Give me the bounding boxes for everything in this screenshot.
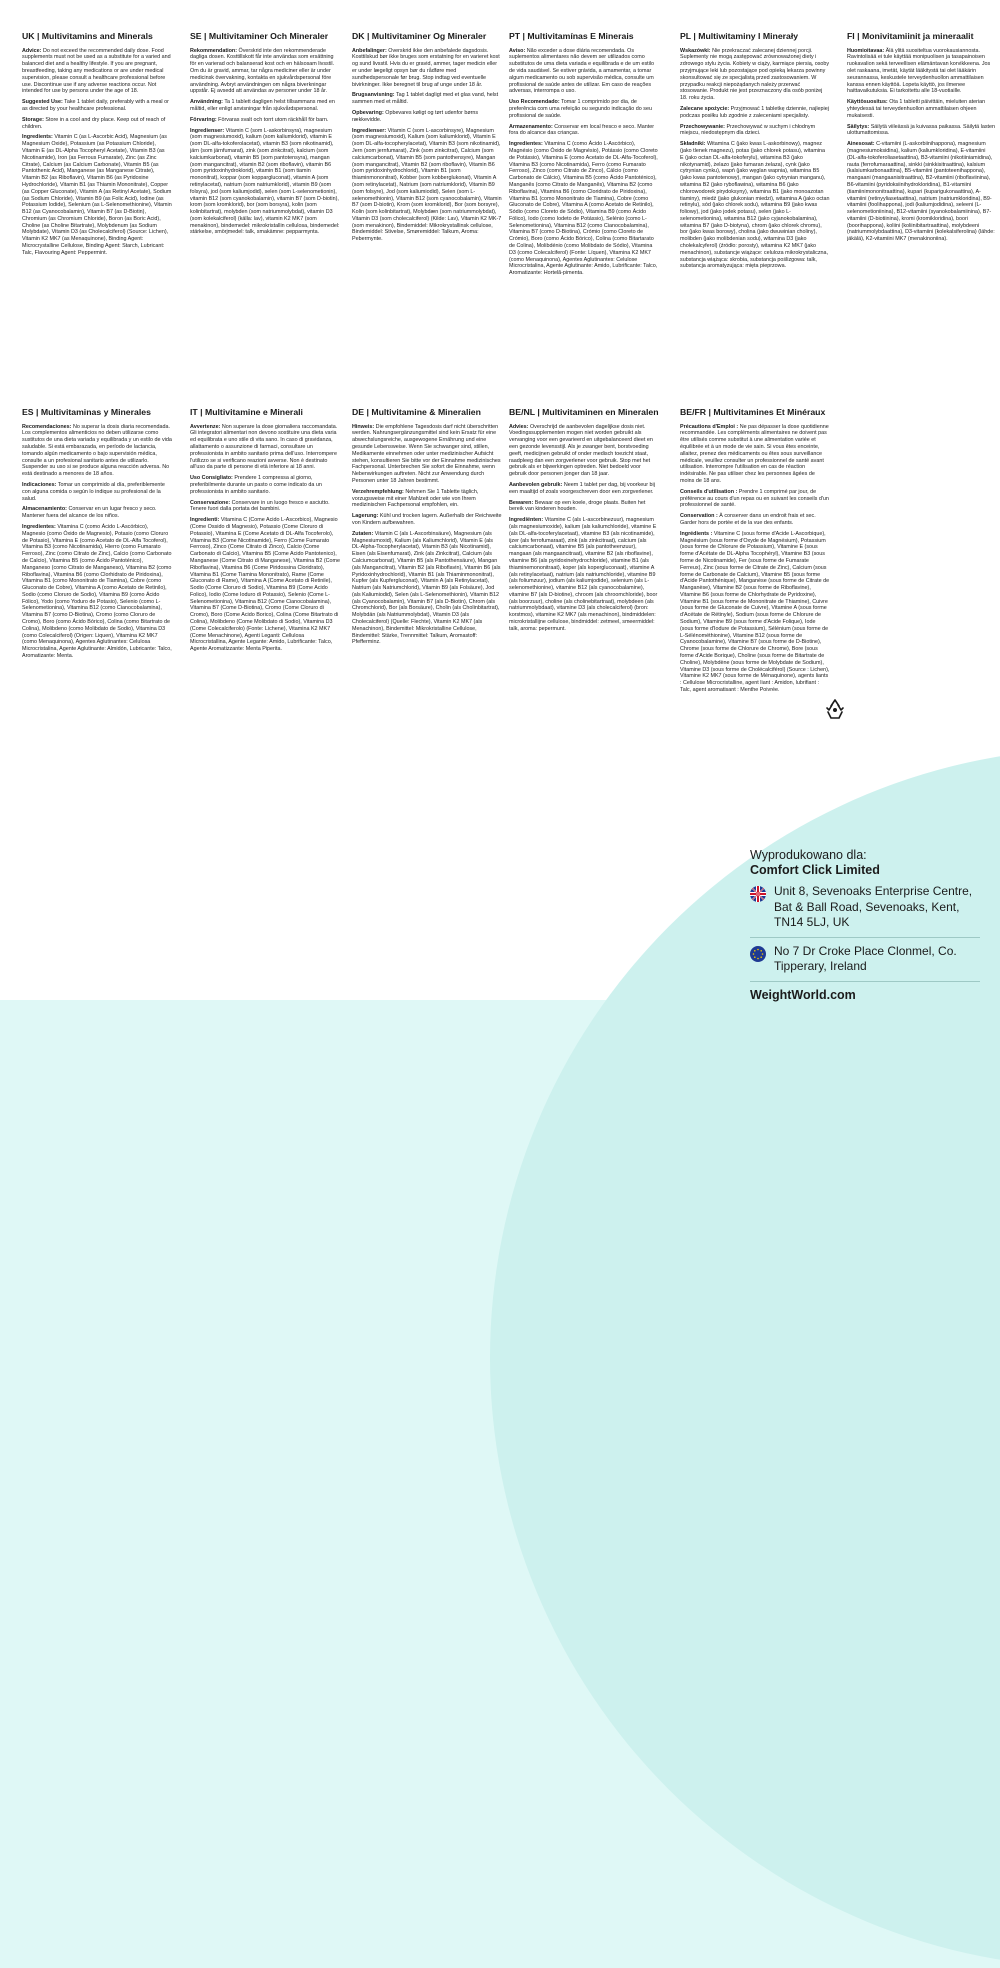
section-paragraph xyxy=(190,500,340,514)
paragraph-label: Składniki: xyxy=(680,141,706,148)
paragraph-text: Nehmen Sie 1 Tablette täglich, vorzugsweise mit einer Mahlzeit oder wie von Ihrem medizinischen Fachpersonal empfohlen, ein. xyxy=(352,488,479,509)
uk-flag-icon xyxy=(750,886,766,902)
section-paragraph xyxy=(22,424,172,478)
paragraph-text: Take 1 tablet daily, preferably with a meal or as directed by your healthcare professional. xyxy=(22,99,169,112)
paragraph-label: Ingredienser: xyxy=(352,127,387,134)
section-heading: DK | Multivitaminer Og Mineraler xyxy=(352,32,487,41)
paragraph-label: Conservation : xyxy=(680,513,718,520)
paragraph-label: Käyttösuositus: xyxy=(847,99,888,106)
section-paragraph xyxy=(190,517,340,653)
section-paragraph xyxy=(190,48,340,96)
section-heading: ES | Multivitaminas y Minerales xyxy=(22,408,151,417)
paragraph-label: Hinweis: xyxy=(352,423,375,430)
section-heading: IT | Multivitamine e Minerali xyxy=(190,408,303,417)
section-dk xyxy=(352,32,502,372)
section-paragraph xyxy=(680,124,830,138)
paragraph-label: Storage: xyxy=(22,116,44,123)
paragraph-label: Opbevaring: xyxy=(352,109,384,116)
section-paragraph xyxy=(680,531,830,694)
uk-address-row xyxy=(750,884,980,931)
section-paragraph xyxy=(352,424,502,485)
section-paragraph xyxy=(680,489,830,509)
paragraph-text: Vitamine C (sous forme d'Acide L-Ascorbique), Magnésium (sous forme d'Oxyde de Magnésium), Potassium (sous forme de Chlorure de Potassium), Vitamine E (sous forme d'Acétate de DL-Alpha Tocophéryl), Vitamine B3 (sous forme de Nicotinamide), Fer (sous forme de Fumarate Ferreux), Zinc (sous forme de Citrate de Zinc), Calcium (sous forme de Carbonate de Calcium), Vitamine B5 (sous forme d'Acide Pantothénique), Manganèse (sous forme de Citrate de Manganèse), Vitamine B2 (sous forme de Riboflavine), Vitamine B6 (sous forme de Chlorhydrate de Pyridoxine), Vitamine B1 (sous forme de Mononitrate de Thiamine), Cuivre (sous forme de Gluconate de Cuivre), Vitamine A (sous forme d'Acétate de Rétinyle), Sodium (sous forme de Chlorure de Sodium), Vitamine B9 (sous forme d'Acide Folique), Iode (sous forme d'Iodure de Potassium), Sélénium (sous forme de L-Sélénométhionine), Vitamine B12 (sous forme de Cyanocobalamine), Vitamine B7 (sous forme de D-Biotine), Chrome (sous forme de Chlorure de Chrome), Bore (sous forme d'Acide Borique), Choline (sous forme de Bitartrate de Choline), Molybdène (sous forme de Molybdate de Sodium), Vitamine D3 (sous forme de Cholécalciférol) (Source : Lichen), Vitamine K2 MK7 (sous forme de Ménaquinone), agents liants : Cellulose Microcristalline, agent liant : Amidon, lubrifiant : Talc, agent aromatisant : Menthe Poivrée. xyxy=(680,530,830,694)
section-paragraph xyxy=(22,524,172,660)
section-it xyxy=(190,408,340,760)
paragraph-text: Prendre 1 comprimé par jour, de préférence au cours d'un repas ou en suivant les conseils d'un professionnel de santé. xyxy=(680,488,829,509)
section-paragraph xyxy=(352,489,502,509)
paragraph-label: Ingredienser: xyxy=(190,127,225,134)
section-heading: FI | Monivitamiinit ja mineraalit xyxy=(847,32,974,41)
section-pt xyxy=(509,32,659,372)
section-heading: SE | Multivitaminer Och Mineraler xyxy=(190,32,329,41)
section-paragraph xyxy=(352,128,502,244)
section-paragraph xyxy=(22,134,172,256)
paragraph-text: Não exceder a dose diária recomendada. Os suplementos alimentares não devem ser utilizados como substitutos de uma dieta variada e equilibrada e de um estilo de vida saudável. Se estiver grávida, a amamentar, a tomar algum medicamento ou sob supervisão médica, consulte um profissional de saúde antes de utilizar. Em caso de reações adversas, interrompa o uso. xyxy=(509,47,655,95)
paragraph-text: Die empfohlene Tagesdosis darf nicht überschritten werden. Nahrungsergänzungsmittel sind kein Ersatz für eine abwechslungsreiche, ausgewogene Ernährung und eine gesunde Lebensweise. Wenn Sie schwanger sind, stillen, Medikamente einnehmen oder unter medizinischer Aufsicht stehen, konsultieren Sie bitte vor der Einnahme medizinisches Fachpersonal. Unterbrechen Sie sofort die Einnahme, wenn Nebenwirkungen auftreten. Nicht zur Anwendung durch Personen unter 18 Jahren bestimmt. xyxy=(352,423,501,484)
section-paragraph xyxy=(509,482,659,496)
manufacturer-block xyxy=(750,848,980,1003)
paragraph-label: Ingredientes: xyxy=(22,523,56,530)
section-paragraph xyxy=(680,48,830,102)
section-be-fr xyxy=(680,408,830,698)
paragraph-text: Overschrijd de aanbevolen dagelijkse dosis niet. Voedingssupplementen mogen niet worden gebruikt als vervanging voor een gevarieerd en uitgebalanceerd dieet en een gezonde levensstijl. Als je zwanger bent, borstvoeding geeft, medicijnen gebruikt of onder medisch toezicht staat, raadpleeg dan een zorgverlener voor gebruik. Stop met het gebruik als er bijwerkingen optreden. Niet bedoeld voor gebruik door personen jonger dan 18 jaar. xyxy=(509,423,653,478)
paragraph-text: No superar la dosis diaria recomendada. Los complementos alimenticios no deben utilizarse como sustitutos de una dieta variada y equilibrada y un estilo de vida saludable. Si está embarazada, en período de lactancia, tomando algún medicamento o bajo supervisión médica, consulte a un profesional sanitario antes de utilizarlo. Suspender su uso si se produce alguna reacción adversa. No está destinado a menores de 18 años. xyxy=(22,423,172,478)
section-paragraph xyxy=(352,92,502,106)
paragraph-text: Säilytä viileässä ja kuivassa paikassa. Säilytä lasten ulottumattomissa. xyxy=(847,123,996,137)
uk-address: Unit 8, Sevenoaks Enterprise Centre, Bat & Ball Road, Sevenoaks, Kent, TN14 5LJ, UK xyxy=(774,884,973,930)
paragraph-text: Prendere 1 compressa al giorno, preferibilmente durante un pasto o come indicato da un professionista in ambito sanitario. xyxy=(190,475,322,495)
section-paragraph xyxy=(352,48,502,89)
paragraph-label: Przechowywanie: xyxy=(680,123,725,130)
paragraph-text: Non superare la dose giornaliera raccomandata. Gli integratori alimentari non devono sostituire una dieta varia ed equilibrata e uno stile di vita sano. In caso di gravidanza, allattamento o assunzione di farmaci, consultare un professionista in ambito sanitario prima dell'uso. Interrompere l'utilizzo se si verificano reazioni avverse. Non è destinato all'uso da parte di persone di età inferiore ai 18 anni. xyxy=(190,423,338,471)
section-paragraph xyxy=(847,124,997,138)
section-paragraph xyxy=(22,482,172,502)
section-paragraph xyxy=(352,513,502,527)
section-paragraph xyxy=(509,124,659,138)
paragraph-text: Bewaar op een koele, droge plaats. Buiten het bereik van kinderen houden. xyxy=(509,499,646,513)
section-paragraph xyxy=(22,48,172,96)
paragraph-label: Verzehrempfehlung: xyxy=(352,488,404,495)
paragraph-label: Ingrediënten: xyxy=(509,517,544,524)
paragraph-text: Vitamin C (as L-Ascorbic Acid), Magnesium (as Magnesium Oxide), Potassium (as Potassium Chloride), Vitamin E (as DL-Alpha Tocopheryl Acetate), Vitamin B3 (as Nicotinamide), Iron (as Ferrous Fumarate), Zinc (as Zinc Citrate), Calcium (as Calcium Carbonate), Vitamin B5 (as Pantothenic Acid), Manganese (as Manganese Citrate), Vitamin B2 (as Riboflavin), Vitamin B6 (as Pyridoxine Hydrochloride), Vitamin B1 (as Thiamin Mononitrate), Copper (as Copper Gluconate), Vitamin A (as Retinyl Acetate), Sodium (as Sodium Chloride), Vitamin B9 (as Folic Acid), Iodine (as Potassium Iodide), Selenium (as L-Selenomethionine), Vitamin B12 (as Cyanocobalamin), Vitamin B7 (as D-Biotin), Chromium (as Chromium Chloride), Boron (as Boric Acid), Choline (as Choline Bitartrate), Molybdenum (as Sodium Molybdate), Vitamin D3 (as Cholecalciferol) (Source: Lichen), Vitamin K2 MK7 (as Menaquinone), Binding Agent: Microcrystalline Cellulose, Binding Agent: Starch, Lubricant: Talc, Flavouring Agent: Peppermint. xyxy=(22,134,172,256)
paragraph-label: Huomioitavaa: xyxy=(847,47,885,54)
paragraph-label: Förvaring: xyxy=(190,116,217,123)
paragraph-text: Witamina C (jako kwas L-askorbinowy), magnez (jako tlenek magnezu), potas (jako chlorek potasu), witamina E (jako octan DL-alfa-tokoferylu), witamina B3 (jako nikotynamid), żelazo (jako fumaran żelaza), cynk (jako cytrynian cynku), wapń (jako węglan wapnia), witamina B5 (jako kwas pantotenowy), mangan (jako cytrynian manganu), witamina B2 (jako ryboflawina), witamina B6 (jako chlorowodorek pirydoksyny), witamina B1 (jako monoazotan tiaminy), miedź (jako glukonian miedzi), witamina A (jako octan retinylu), sód (jako chlorek sodu), witamina B9 (jako kwas foliowy), jod (jako jodek potasu), selen (jako L-selenometionina), witamina B12 (jako cyjanokobalamina), witamina B7 (jako D-biotyna), chrom (jako chlorek chromu), bor (jako kwas borowy), cholina (jako dwuwinian choliny), molibden (jako molibdenian sodu), witamina D3 (jako cholekalcyferol) (źródło: porosty), witamina K2 MK7 (jako menachinon), substancje wiążące: celuloza mikrokrystaliczna, substancja wiążąca: skrobia, substancja poślizgowa: talk, substancja aromatyzująca: mięta pieprzowa. xyxy=(680,141,830,270)
paragraph-label: Aviso: xyxy=(509,47,526,54)
paragraph-text: Ta 1 tablett dagligen helst tillsammans med en måltid, eller enligt anvisningar från sjukvårdspersonal. xyxy=(190,99,335,112)
paragraph-label: Armazenamento: xyxy=(509,123,553,130)
paragraph-label: Advice: xyxy=(22,47,42,54)
section-uk xyxy=(22,32,172,372)
section-paragraph xyxy=(680,106,830,120)
section-es xyxy=(22,408,172,760)
paragraph-label: Ingredientes: xyxy=(509,141,543,148)
paragraph-label: Conseils d'utilisation : xyxy=(680,488,738,495)
paragraph-text: Neem 1 tablet per dag, bij voorkeur bij een maaltijd of zoals voorgeschreven door een zorgverlener. xyxy=(509,481,655,495)
paragraph-label: Ingredients: xyxy=(22,134,53,141)
section-paragraph xyxy=(509,500,659,514)
section-paragraph xyxy=(847,141,997,243)
paragraph-text: Ne pas dépasser la dose quotidienne recommandée. Les compléments alimentaires ne doivent pas être utilisés comme substitut à une alimentation variée et équilibrée et à un mode de vie sain. Si vous êtes enceinte, allaitez, prenez des médicaments ou êtes sous surveillance médicale, veuillez consulter un professionnel de santé avant utilisation. Interrompre l'utilisation en cas de réaction indésirable. Ne pas utiliser chez les personnes âgées de moins de 18 ans. xyxy=(680,423,829,484)
paragraph-label: Säilytys: xyxy=(847,123,870,130)
section-paragraph xyxy=(847,99,997,119)
manufactured-for-label: Wyprodukowano dla: xyxy=(750,848,867,862)
paragraph-label: Ainesosat: xyxy=(847,141,875,148)
paragraph-label: Uso Consigliato: xyxy=(190,475,233,482)
paragraph-text: Vitamin C (als L-Ascorbinsäure), Magnesium (als Magnesiumoxid), Kalium (als Kaliumchlorid), Vitamin E (als DL-Alpha-Tocopherylacetat), Vitamin B3 (als Nicotinamid), Eisen (als Eisenfumarat), Zink (als Zinkcitrat), Calcium (als Calciumcarbonat), Vitamin B5 (als Pantothensäure), Mangan (als Mangancitrat), Vitamin B2 (als Riboflavin), Vitamin B6 (als Pyridoxinhydrochlorid), Vitamin B1 (als Thiaminmononitrat), Kupfer (als Kupfergluconat), Vitamin A (als Retinylacetat), Natrium (als Natriumchlorid), Vitamin B9 (als Folsäure), Jod (als Kaliumiodid), Selen (als L-Selenomethionin), Vitamin B12 (als Cyanocobalamin), Vitamin B7 (als D-Biotin), Chrom (als Chromchlorid), Bor (als Borsäure), Cholin (als Cholinbitartrat), Molybdän (als Natriummolybdat), Vitamin D3 (als Cholecalciferol) (Quelle: Flechte), Vitamin K2 MK7 (als Menachinon), Bindemittel: Mikrokristalline Cellulose, Bindemittel: Stärke, Trennmittel: Talkum, Aromastoff: Pfefferminz. xyxy=(352,530,501,646)
paragraph-label: Almacenamiento: xyxy=(22,506,67,513)
paragraph-label: Ingrédients : xyxy=(680,530,713,537)
paragraph-label: Anbefalinger: xyxy=(352,47,387,54)
section-paragraph xyxy=(22,117,172,131)
section-be-nl xyxy=(509,408,659,760)
section-paragraph xyxy=(509,141,659,277)
paragraph-text: Store in a cool and dry place. Keep out of reach of children. xyxy=(22,116,166,130)
recycle-icon xyxy=(823,697,847,721)
section-heading: PL | Multiwitaminy I Minerały xyxy=(680,32,799,41)
paragraph-text: Vitamina C (como Ácido L-Ascórbico), Magnésio (como Óxido de Magnésio), Potássio (como Cloreto de Potássio), Vitamina E (como Acetato de DL-Alfa-Tocoferol), Vitamina B3 (como Nicotinamida), Ferro (como Fumarato Ferroso), Zinco (como Citrato de Zinco), Cálcio (como Carbonato de Cálcio), Vitamina B5 (como Ácido Pantoténico), Manganês (como Citrato de Manganês), Vitamina B2 (como Riboflavina), Vitamina B6 (como Cloridrato de Piridoxina), Vitamina B1 (como Mononitrato de Tiamina), Cobre (como Gluconato de Cobre), Vitamina A (como Acetato de Retinilo), Sódio (como Cloreto de Sódio), Vitamina B9 (como Ácido Fólico), Iodo (como Iodeto de Potássio), Selénio (como L-Selenometionina), Vitamina B12 (como Cianocobalamina), Vitamina B7 (como D-Biotina), Crómio (como Cloreto de Crómio), Boro (como Ácido Bórico), Colina (como Bitartarato de Colina), Molibdénio (como Molibdato de Sódio), Vitamina D3 (como Colecalciferol) (Fonte: Líquen), Vitamina K2 MK7 (como Menaquinona), Agentes Aglutinantes: Celulose Microcristalina, Agente Aglutinante: Amido, Lubrificante: Talco, Aromatizante: Hortelã-pimenta. xyxy=(509,141,658,277)
section-paragraph xyxy=(190,424,340,472)
ie-address: No 7 Dr Croke Place Clonmel, Co. Tipperary, Ireland xyxy=(774,943,957,974)
paragraph-text: Kühl und trocken lagern. Außerhalb der Reichweite von Kindern aufbewahren. xyxy=(352,513,502,526)
section-pl xyxy=(680,32,830,372)
paragraph-text: Conservar en un lugar fresco y seco. Mantener fuera del alcance de los niños. xyxy=(22,506,157,520)
divider xyxy=(750,937,980,938)
paragraph-text: Ota 1 tabletti päivittäin, mieluiten aterian yhteydessä tai terveydenhuollon ammattilaisen ohjeen mukaisesti. xyxy=(847,99,986,119)
paragraph-text: Tomar 1 comprimido por dia, de preferência com uma refeição ou segundo indicação do seu profissional de saúde. xyxy=(509,99,652,119)
paragraph-text: À conserver dans un endroit frais et sec. Garder hors de portée et de la vue des enfants. xyxy=(680,513,816,526)
section-heading: DE | Multivitamine & Mineralien xyxy=(352,408,481,417)
paragraph-text: Przyjmować 1 tabletkę dziennie, najlepiej podczas posiłku lub zgodnie z zaleceniami specjalisty. xyxy=(680,105,829,119)
section-paragraph xyxy=(352,531,502,647)
section-heading: BE/FR | Multivitamines Et Minéraux xyxy=(680,408,826,417)
paragraph-text: Vitamina C (como Ácido L-Ascórbico), Magnesio (como Óxido de Magnesio), Potasio (como Cloruro de Potasio), Vitamina E (como Acetato de DL-Alfa Tocoferol), Vitamina B3 (como Nicotinamida), Hierro (como Fumarato Ferroso), Zinc (como Citrato de Zinc), Calcio (como Carbonato de Calcio), Vitamina B5 (como Ácido Pantoténico), Manganeso (como Citrato de Manganeso), Vitamina B2 (como Riboflavina), Vitamina B6 (como Clorhidrato de Piridoxina), Vitamina B1 (como Mononitrato de Tiamina), Cobre (como Gluconato de Cobre), Vitamina A (como Acetato de Retinilo), Sodio (como Cloruro de Sodio), Vitamina B9 (como Ácido Fólico), Yodo (como Yoduro de Potasio), Selenio (como L-Selenometionina), Vitamina B12 (como Cianocobalamina), Vitamina B7 (como D-Biotina), Cromo (como Cloruro de Cromo), Boro (como Ácido Bórico), Colina (como Bitartrato de Colina), Molibdeno (como Molibdato de Sodio), Vitamina D3 (como Colecalciferol) (Origen: Liquen), Vitamina K2 MK7 (como Menaquinona), Agentes Aglutinantes: Celulosa Microcristalina, Agente Aglutinante: Almidón, Lubricante: Talco, Aromatizante: Menta. xyxy=(22,523,172,660)
section-paragraph xyxy=(509,99,659,119)
section-paragraph xyxy=(190,128,340,237)
paragraph-label: Avvertenze: xyxy=(190,423,221,430)
section-paragraph xyxy=(190,475,340,495)
paragraph-label: Suggested Use: xyxy=(22,99,63,106)
paragraph-label: Zalecane spożycie: xyxy=(680,105,730,112)
section-de xyxy=(352,408,502,760)
paragraph-text: Förvaras svalt och torrt utom räckhåll för barn. xyxy=(218,116,329,123)
divider xyxy=(750,981,980,982)
paragraph-label: Aanbevolen gebruik: xyxy=(509,481,563,488)
paragraph-label: Advies: xyxy=(509,423,529,430)
paragraph-label: Brugsanvisning: xyxy=(352,92,395,99)
paragraph-text: Conservar em local fresco e seco. Manter fora do alcance das crianças. xyxy=(509,123,655,137)
paragraph-label: Wskazówki: xyxy=(680,47,711,54)
eu-flag-icon xyxy=(750,946,766,962)
paragraph-text: Przechowywać w suchym i chłodnym miejscu, niedostępnym dla dzieci. xyxy=(680,123,816,137)
paragraph-text: Vitamina C (Come Acido L-Ascorbico), Magnesio (Come Ossido di Magnesio), Potassio (Come Cloruro di Potassio), Vitamina E (Come Acetato di DL-Alfa Tocoferolo), Vitamina B3 (Come Nicotinamide), Ferro (Come Fumarato Ferroso), Zinco (Come Citrato di Zinco), Calcio (Come Carbonato di Calcio), Vitamina B5 (Come Acido Pantotenico), Manganese (Come Citrato di Manganese), Vitamina B2 (Come Riboflavina), Vitamina B6 (Come Piridossina Cloridrato), Vitamina B1 (Come Tiamina Mononitrato), Rame (Come Gluconato di Rame), Vitamina A (Come Acetato di Retinile), Sodio (Come Cloruro di Sodio), Vitamina B9 (Come Acido Folico), Iodio (Come Ioduro di Potassio), Selenio (Come L-Selenometionina), Vitamina B12 (Come Cianocobalamina), Vitamina B7 (Come D-Biotina), Cromo (Come Cloruro di Cromo), Boro (Come Acido Borico), Colina (Come Bitartrato di Colina), Molibdeno (Come Molibdato di Sodio), Vitamina D3 (Come Colecalciferolo) (Fonte: Lichene), Vitamina K2 MK7 (Come Menachinone), Agenti Leganti: Cellulosa Microcristallina, Agente Legante: Amido, Lubrificante: Talco, Agente Aromatizzante: Menta Piperita. xyxy=(190,517,340,653)
paragraph-label: Recomendaciones: xyxy=(22,423,72,430)
paragraph-label: Rekommendation: xyxy=(190,47,238,54)
paragraph-text: Vitamin C (som L-askorbinsyra), magnesium (som magnesiumoxid), kalium (som kaliumklorid), vitamin E (som DL-alfa-tokoferolacetat), vitamin B3 (som nikotinamid), järn (som järnfumarat), zink (som zinkcitrat), kalcium (som kalciumkarbonat), vitamin B5 (som pantotensyra), mangan (som mangancitrat), vitamin B2 (som riboflavin), vitamin B6 (som pyridoxinhydroklorid), vitamin B1 (som tiamin mononitrat), koppar (som koppargluconat), vitamin A (som retinylacetat), natrium (som natriumklorid), vitamin B9 (som folsyra), jod (som kaliumjodid), selen (som L-selenometionin), vitamin B12 (som cyanokobalamin), vitamin B7 (som D-biotin), krom (som kromklorid), bor (som borsyra), kolin (som kolinbitartrat), molybden (som natriummolybdat), vitamin D3 (som kolekalciferol) (källa: lav), vitamin K2 MK7 (som menakinon), bindemedel: mikrokristallin cellulosa, bindemedel: stärkelse, smörjmedel: talk, smakämne: pepparmynta. xyxy=(190,127,340,236)
paragraph-text: Conservare in un luogo fresco e asciutto. Tenere fuori dalla portata dei bambini. xyxy=(190,499,330,513)
section-paragraph xyxy=(680,513,830,527)
company-name: Comfort Click Limited xyxy=(750,863,880,877)
section-heading: PT | Multivitamínas E Minerais xyxy=(509,32,634,41)
section-paragraph xyxy=(509,424,659,478)
section-paragraph xyxy=(352,110,502,124)
paragraph-text: Vitamin C (som L-ascorbinsyre), Magnesium (som magnesiumoxid), Kalium (som kaliumklorid), Vitamin E (som DL-alfa-tocopherylacetat), Vitamin B3 (som nikotinamid), Jern (som jernfumarat), Zink (som zinkcitrat), Calcium (som calciumcarbonat), Vitamin B5 (som pantothensyre), Mangan (som mangancitrat), Vitamin B2 (som riboflavin), Vitamin B6 (som pyridoxinhydrochlorid), Vitamin B1 (som thiaminmononitrat), Kobber (som kobberglukonat), Vitamin A (som retinylacetat), Natrium (som natriumklorid), Vitamin B9 (som folsyre), Jod (som kaliumiodid), Selen (som L-selenomethionin), Vitamin B12 (som cyanocobalamin), Vitamin B7 (som D-biotin), Krom (som kromklorid), Bor (som borsyre), Kolin (som kolinbitartrat), Molybdæn (som natriummolybdat), Vitamin D3 (som cholecalciferol) (Kilde: Lav), Vitamin K2 MK-7 (som menakinon), Bindemiddel: Mikrokrystallinsk cellulose, Bindemiddel: Stivelse, Smøremiddel: Talkum, Aroma: Pebermynte. xyxy=(352,127,502,243)
paragraph-label: Précautions d'Emploi : xyxy=(680,423,739,430)
paragraph-text: C-vitamiini (L-askorbiinihappona), magnesium (magnesiumoksidina), kalium (kaliumkloridina), E-vitamiini (DL-alfa-tokoferoliasetaattina), B3-vitamiini (nikotiiniamidina), rauta (ferrofumaraattina), sinkki (sinkkisitraattina), kalsium (kalsiumkarbonaattina), B5-vitamiini (pantoteenihappona), mangaani (mangaanisitraattina), B2-vitamiini (riboflaviinina), B6-vitamiini (pyridoksiinihydrokloridina), B1-vitamiini (tiamiinimononitraattina), kupari (kuparigukonaattina), A-vitamiini (retinyyliasetaattina), natrium (natriumkloridina), B9-vitamiini (foolihappona), jodi (kaliumjodidina), seleeni (L-selenometioniinina), B12-vitamiini (syanokobalamiinina), B7-vitamiini (D-biotiinina), kromi (kromikloridina), boori (boorihappona), koliini (koliinibitartraattina), molybdeeni (natriummolybdaattina), D3-vitamiini (kolekalsiferolina) (lähde: jäkälä), K2-vitamiini MK7 (menakinoniina). xyxy=(847,141,995,243)
paragraph-text: Älä ylitä suositeltua vuorokausiannosta. Ravintolisää ei tule käyttää monipuolisen ja tasapainoisen ruokavalion sekä terveellisen elämäntavan korvikkeena. Jos olet raskaana, imetät, käytät lääkitystä tai olet lääkärin seurannassa, keskustele terveydenhuollon ammattilaisen kanssa ennen käyttöä. Lopeta käyttö, jos ilmenee haittavaikutuksia. Ei tarkoitettu alle 18-vuotiaille. xyxy=(847,47,991,95)
section-paragraph xyxy=(847,48,997,96)
paragraph-label: Bewaren: xyxy=(509,499,534,506)
paragraph-text: Opbevares køligt og tørt udenfor børns rækkevidde. xyxy=(352,109,479,123)
paragraph-text: Tag 1 tablet dagligt med et glas vand, helst sammen med et måltid. xyxy=(352,92,499,106)
paragraph-text: Do not exceed the recommended daily dose. Food supplements must not be used as a substitute for a varied and balanced diet and a healthy lifestyle. If you are pregnant, breastfeeding, taking any medications or are under medical supervision, please consult a healthcare professional before use. Discontinue use if any adverse reactions occur. Not intended for use by persons under the age of 18. xyxy=(22,47,171,95)
paragraph-text: Överskrid inte den rekommenderade dagliga dosen. Kosttillskott får inte användas som ersättning för en varierad och balanserad kost och en hälsosam livsstil. Om du är gravid, ammar, tar några mediciner eller är under medicinsk övervakning, kontakta en sjukvårdspersonal före användning. Avbryt användningen om några biverkningar uppstår. Ej avsedd att användas av personer under 18 år. xyxy=(190,47,335,95)
paragraph-text: Vitamine C (als L-ascorbinezuur), magnesium (als magnesiumoxide), kalium (als kaliumchloride), vitamine E (als DL-alfa-tocoferylacetaat), vitamine B3 (als nicotinamide), ijzer (als ferrofumaraat), zink (als zinkcitraat), calcium (als calciumcarbonaat), vitamine B5 (als pantotheenzuur), mangaan (als mangaancitraat), vitamine B2 (als riboflavine), vitamine B6 (als pyridoxinehydrochloride), vitamine B1 (als thiaminemononitraat), koper (als kopergluconaat), vitamine A (als retinylacetaat), natrium (als natriumchloride), vitamine B9 (als foliumzuur), jodium (als kaliumjodide), selenium (als L-selenomethionine), vitamine B12 (als cyanocobalamine), vitamine B7 (als D-biotine), chroom (als chroomchloride), boor (als boorzuur), choline (als cholinebitartraat), molybdeen (als natriummolybdaat), vitamine D3 (als cholecalciferol) (bron: korstmos), vitamine K2 MK7 (als menachinon), bindmiddelen: microkristallijne cellulose, bindmiddel: zetmeel, smeermiddel: talk, aroma: pepermunt. xyxy=(509,517,658,632)
section-paragraph xyxy=(680,141,830,270)
paragraph-label: Uso Recomendado: xyxy=(509,99,560,106)
paragraph-text: Tomar un comprimido al día, preferiblemente con alguna comida o según lo indique su profesional de la salud. xyxy=(22,481,165,502)
paragraph-text: Nie przekraczać zalecanej dziennej porcji. Suplementy nie mogą zastępować zrównoważonej diety i zdrowego stylu życia. Kobiety w ciąży, karmiące piersią, osoby przyjmujące leki lub pozostające pod opieką lekarza powinny skonsultować się ze specjalistą przed zastosowaniem. W przypadku reakcji niepożądanych należy przerwać stosowanie. Produkt nie jest przeznaczony dla osób poniżej 18. roku życia. xyxy=(680,47,830,102)
section-paragraph xyxy=(22,506,172,520)
paragraph-label: Lagerung: xyxy=(352,513,379,520)
section-heading: UK | Multivitamins and Minerals xyxy=(22,32,153,41)
section-paragraph xyxy=(190,99,340,113)
section-se xyxy=(190,32,340,372)
paragraph-label: Zutaten: xyxy=(352,530,374,537)
section-paragraph xyxy=(509,48,659,96)
ie-address-row xyxy=(750,944,980,975)
paragraph-label: Conservazione: xyxy=(190,499,231,506)
section-paragraph xyxy=(190,117,340,124)
paragraph-label: Ingredienti: xyxy=(190,517,220,524)
section-fi xyxy=(847,32,997,372)
section-paragraph xyxy=(509,517,659,633)
section-paragraph xyxy=(22,99,172,113)
website-link[interactable]: WeightWorld.com xyxy=(750,987,856,1002)
paragraph-label: Indicaciones: xyxy=(22,481,57,488)
paragraph-label: Användning: xyxy=(190,99,223,106)
paragraph-text: Overskrid ikke den anbefalede dagsdosis. Kosttilskud bør ikke bruges som erstatning for en varieret kost og sund livsstil. Hvis du er gravid, ammer, tager medicin eller er under lægeligt opsyn bør du rådføre med sundhedspersonale før brug. Stop indtag ved eventuelle bivirkninger. Ikke beregnet til brug af unge under 18 år. xyxy=(352,47,500,88)
section-heading: BE/NL | Multivitaminen en Mineralen xyxy=(509,408,659,417)
section-paragraph xyxy=(680,424,830,485)
